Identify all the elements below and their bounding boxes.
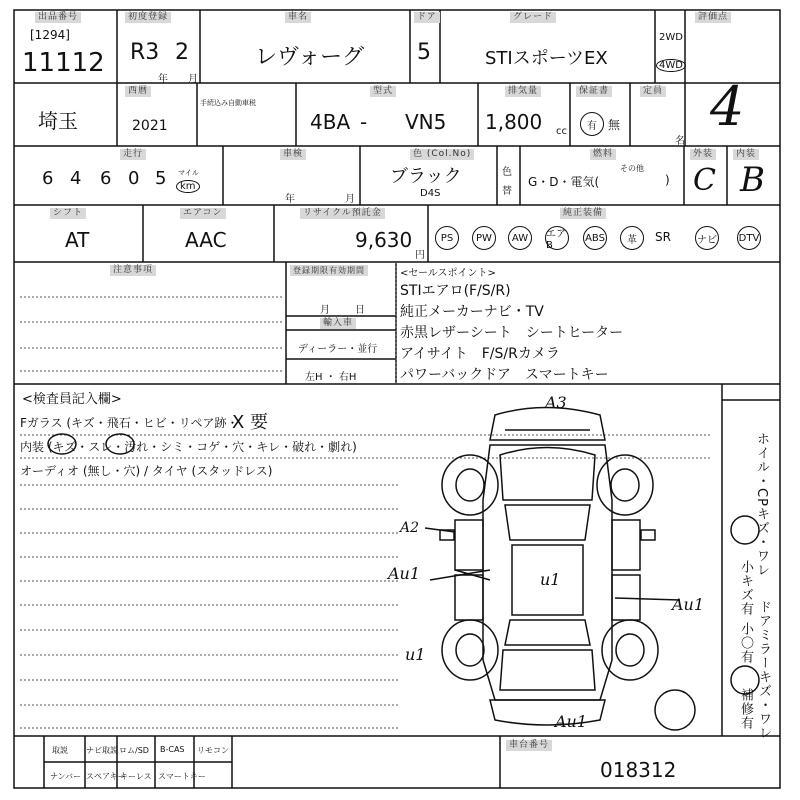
aircon-label: エアコン	[180, 208, 226, 219]
recycle-label: リサイクル預託金	[300, 208, 385, 219]
first-registration-label: 初度登録	[125, 12, 171, 23]
sales-point: パワーバックドア スマートキー	[400, 367, 609, 383]
month-char: 月	[188, 74, 198, 85]
mileage-digit-5: 5	[155, 168, 167, 189]
paint-label-2: 替	[502, 186, 512, 197]
equipment-item: 革	[620, 226, 644, 250]
equipment-label: 純正装備	[560, 208, 606, 219]
equipment-item: SR	[655, 230, 671, 244]
vertical-note-repair: 補修有	[738, 688, 753, 730]
first-registration-month: 2	[175, 40, 189, 65]
equipment-item: ABS	[583, 226, 607, 250]
capacity-label: 定員	[640, 86, 666, 97]
damage-left-front: A2	[400, 520, 420, 536]
sales-point: 赤黒レザーシート シートヒーター	[400, 325, 624, 341]
warranty-label: 保証書	[576, 86, 612, 97]
bottom-manual: 取説	[52, 746, 68, 755]
warranty-no: 無	[608, 118, 621, 132]
color-label: 色 (Col.No)	[410, 149, 474, 160]
vertical-note-wheel: ホイル・CPキズ・ワレ	[754, 432, 769, 577]
vertical-note-small-scratch: 小キズ有	[738, 560, 753, 616]
damage-front: A3	[545, 393, 567, 412]
registration-day: 日	[355, 305, 365, 316]
color-code: D4S	[420, 188, 441, 199]
mileage-label: 走行	[120, 149, 146, 160]
mileage-digit-1: 6	[42, 168, 54, 189]
damage-rear: Au1	[555, 712, 588, 731]
vertical-note-door-mirror: ドアミラーキズ・ワレ	[756, 600, 771, 740]
capacity-unit: 名	[675, 136, 685, 147]
grade: STIスポーツEX	[485, 48, 608, 69]
mileage-digit-3: 6	[100, 168, 112, 189]
inspector-audio-note: オーディオ (無し・穴) / タイヤ (スタッドレス)	[20, 464, 273, 478]
chassis-number: 018312	[600, 758, 677, 782]
import-title: 輸入車	[320, 318, 356, 329]
car-name: レヴォーグ	[255, 45, 365, 70]
displacement-label: 排気量	[505, 86, 541, 97]
door-count: 5	[417, 40, 431, 65]
vertical-note-small-dent: 小〇有	[738, 622, 753, 664]
inspection-year: 年	[285, 194, 295, 205]
recycle-fee: 9,630	[355, 228, 413, 252]
warranty-yes-circled: 有	[580, 112, 604, 136]
score-label: 評価点	[695, 12, 731, 23]
interior-label: 内装	[733, 149, 759, 160]
registration-deadline-label: 登録期限有効期間	[290, 265, 368, 276]
glass-mark: X 要	[232, 412, 269, 433]
displacement-unit: cc	[556, 126, 567, 137]
bottom-nav-manual: ナビ取説	[86, 746, 118, 755]
door-label: ドア	[414, 12, 440, 23]
sales-point: 純正メーカーナビ・TV	[400, 304, 544, 320]
paint-label-1: 色	[502, 167, 512, 178]
color-name: ブラック	[390, 166, 462, 187]
import-handle: 左H ・ 右H	[305, 372, 357, 383]
equipment-item: エアB	[545, 226, 569, 250]
shift: AT	[65, 228, 90, 252]
lot-code: [1294]	[30, 28, 70, 42]
recycle-unit: 円	[415, 250, 425, 261]
fuel-options: G・D・電気(	[528, 175, 600, 189]
equipment-item: AW	[508, 226, 532, 250]
prefecture: 埼玉	[38, 109, 78, 133]
exterior-label: 外装	[690, 149, 716, 160]
damage-left-rear: u1	[405, 645, 426, 664]
model-type-label: 型式	[370, 86, 396, 97]
model-prefix: 4BA	[310, 110, 351, 134]
lot-number-label: 出品番号	[35, 12, 81, 23]
recycle-note: 手続込み自動車税	[200, 99, 256, 107]
mileage-digit-4: 0	[128, 168, 140, 189]
lot-number: 11112	[22, 48, 105, 78]
year-label: 西暦	[125, 86, 151, 97]
car-name-label: 車名	[285, 12, 311, 23]
mileage-unit-mile: マイル	[178, 169, 199, 177]
first-registration-era: R3	[130, 40, 160, 65]
import-dealer: ディーラー・並行	[298, 344, 378, 355]
bottom-spare-key: スペアキー	[86, 772, 126, 781]
four-wd-circled: 4WD	[656, 59, 686, 72]
damage-right-side: Au1	[672, 595, 705, 614]
equipment-item: PW	[472, 226, 496, 250]
model-code: VN5	[405, 110, 447, 134]
notes-label: 注意事項	[110, 265, 156, 276]
model-year: 2021	[132, 118, 168, 134]
exterior-grade: C	[693, 163, 716, 198]
bottom-smart-key: スマートキー	[158, 772, 206, 781]
evaluation-score: 4	[710, 75, 745, 138]
sales-points-label: <セールスポイント>	[400, 268, 496, 279]
inspection-label: 車検	[280, 149, 306, 160]
bottom-remote: リモコン	[197, 746, 229, 755]
sales-point: アイサイト F/S/Rカメラ	[400, 346, 560, 362]
inspector-label: <検査員記入欄>	[22, 392, 122, 407]
model-dash: -	[360, 110, 368, 134]
bottom-rom-sd: ロム/SD	[119, 746, 149, 755]
grade-label: グレード	[510, 12, 556, 23]
equipment-item: DTV	[737, 226, 761, 250]
equipment-item: ナビ	[695, 226, 719, 250]
bottom-keyless: キーレス	[120, 772, 152, 781]
shift-label: シフト	[50, 208, 86, 219]
inspector-glass-note: Fガラス (キズ・飛石・ヒビ・リペア跡・	[20, 416, 239, 430]
fuel-label: 燃料	[590, 149, 616, 160]
chassis-label: 車台番号	[506, 740, 552, 751]
mileage-unit-km-circled: km	[176, 180, 200, 193]
registration-month: 月	[320, 305, 330, 316]
inspection-month: 月	[345, 194, 355, 205]
inspector-interior-note: 内装 (キズ・スレ・汚れ・シミ・コゲ・穴・キレ・破れ・劇れ)	[20, 440, 357, 454]
sales-point: STIエアロ(F/S/R)	[400, 283, 511, 299]
displacement: 1,800	[485, 110, 543, 134]
bottom-number: ナンバー	[50, 772, 82, 781]
damage-left-side: Au1	[388, 564, 421, 583]
bottom-bcas: B-CAS	[160, 745, 185, 754]
interior-grade: B	[740, 160, 765, 200]
aircon: AAC	[185, 228, 227, 252]
fuel-close: )	[665, 173, 670, 187]
two-wd: 2WD	[659, 32, 683, 43]
fuel-other: その他	[620, 164, 644, 173]
equipment-item: PS	[435, 226, 459, 250]
year-char: 年	[158, 74, 168, 85]
mileage-digit-2: 4	[70, 168, 82, 189]
damage-center: u1	[540, 570, 561, 589]
